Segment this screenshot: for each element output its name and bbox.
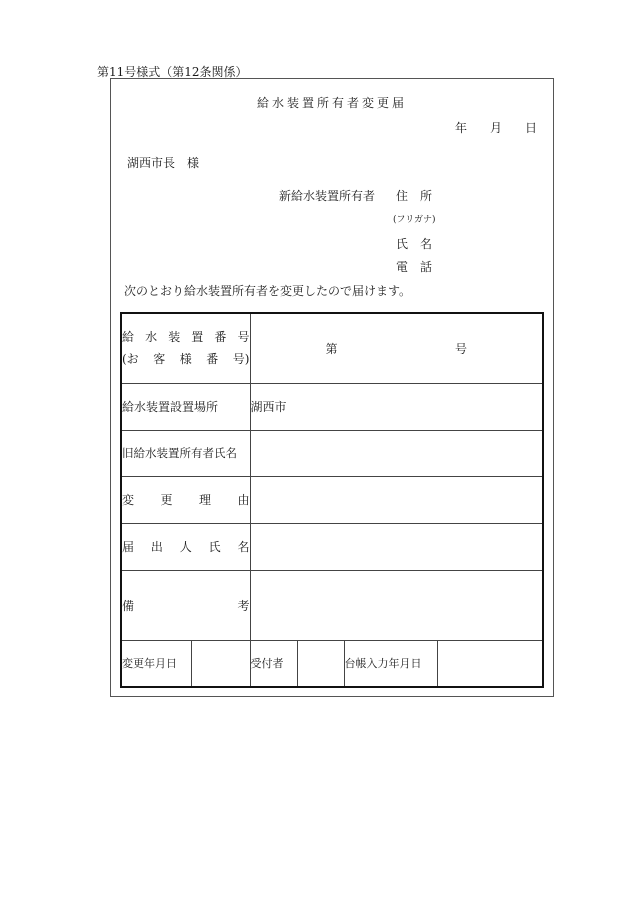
date-year-label: 年 <box>455 121 468 135</box>
change-reason-label: 変 更 理 由 <box>121 476 250 523</box>
form-number: 第11号様式（第12条関係） <box>97 65 248 79</box>
form-title: 給水装置所有者変更届 <box>256 96 407 110</box>
applicant-name-field[interactable] <box>250 523 543 570</box>
change-date-field[interactable] <box>191 640 250 687</box>
change-date-label: 変更年月日 <box>121 640 191 687</box>
device-number-suffix: 号 <box>455 341 468 356</box>
address-label-2: 所 <box>420 189 433 203</box>
ledger-date-field[interactable] <box>437 640 543 687</box>
addressee: 湖西市長 様 <box>127 156 200 170</box>
device-number-prefix: 第 <box>325 341 338 356</box>
name-label-2: 名 <box>420 237 433 251</box>
notice-text: 次のとおり給水装置所有者を変更したので届けます。 <box>124 284 412 298</box>
installation-location-label: 給水装置設置場所 <box>121 383 250 430</box>
phone-label-2: 話 <box>420 260 433 274</box>
phone-label-1: 電 <box>396 260 409 274</box>
installation-location-field[interactable] <box>250 383 543 430</box>
applicant-name-label: 届 出 人 氏 名 <box>121 523 250 570</box>
date-month-label: 月 <box>490 121 503 135</box>
receiver-field[interactable] <box>297 640 344 687</box>
furigana-label: (フリガナ) <box>393 215 436 225</box>
change-reason-field[interactable] <box>250 476 543 523</box>
name-label-1: 氏 <box>396 237 409 251</box>
device-number-field[interactable] <box>250 313 543 383</box>
remarks-field[interactable] <box>250 570 543 640</box>
change-form-table <box>120 312 544 688</box>
old-owner-field[interactable] <box>250 430 543 476</box>
device-number-label: 給 水 装 置 番 号 (お 客 様 番 号) <box>121 313 250 383</box>
remarks-label: 備 考 <box>121 570 250 640</box>
old-owner-label: 旧給水装置所有者氏名 <box>121 430 250 476</box>
address-label-1: 住 <box>396 189 409 203</box>
ledger-date-label: 台帳入力年月日 <box>344 640 437 687</box>
receiver-label: 受付者 <box>250 640 297 687</box>
installation-location-value: 湖西市 <box>250 400 287 414</box>
date-day-label: 日 <box>525 121 538 135</box>
new-owner-label: 新給水装置所有者 <box>279 189 376 203</box>
